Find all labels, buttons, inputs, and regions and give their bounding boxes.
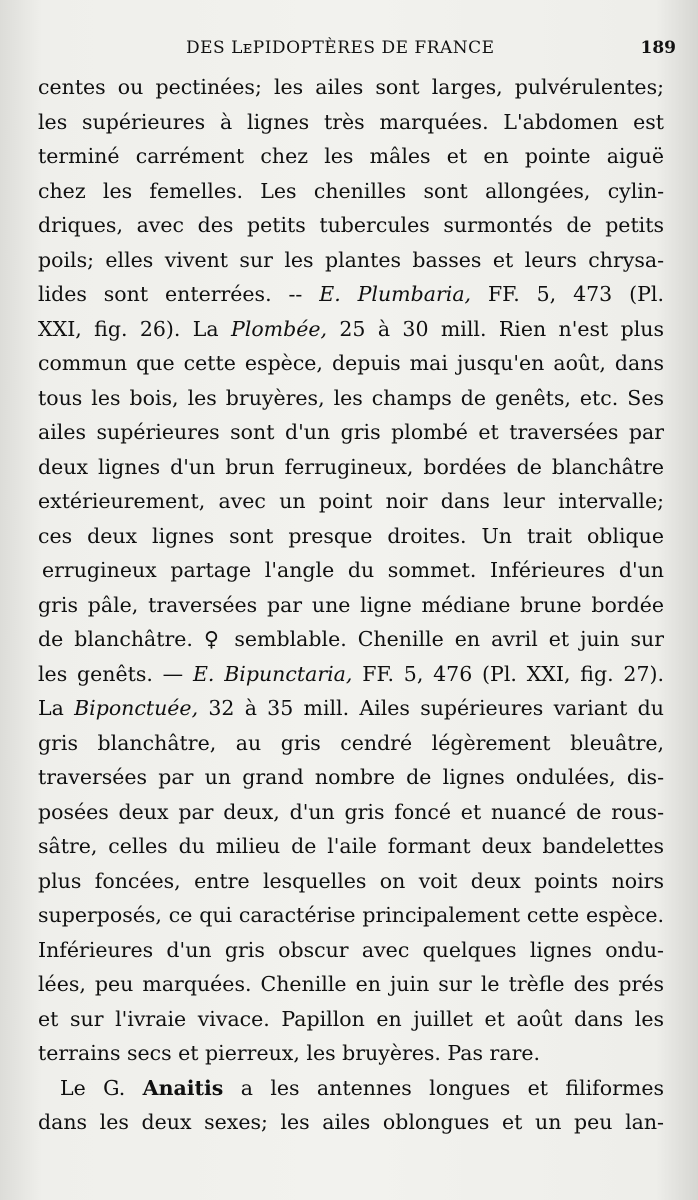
text-segment: La <box>38 696 75 720</box>
text-line: poils; elles vivent sur les plantes basses et leurs chrysa- <box>38 247 664 272</box>
common-name: Biponctuée, <box>74 696 199 720</box>
text-line <box>38 691 664 726</box>
running-title: DES LᴇPIDOPTÈRES DE FRANCE <box>186 38 495 58</box>
text-line <box>38 312 664 347</box>
text-segment: Le G. <box>60 1075 143 1100</box>
text-line <box>38 277 664 312</box>
text-line: dans les deux sexes; les ailes oblongues et un peu lan- <box>38 1110 664 1134</box>
species-name: E. Bipunctaria, <box>192 661 353 686</box>
text-line <box>38 1071 664 1106</box>
text-line: gris pâle, traversées par une ligne médiane brune bordée <box>38 592 664 617</box>
text-segment: 25 à 30 mill. Rien n'est plus <box>327 316 664 341</box>
text-line: traversées par un grand nombre de lignes ondulées, dis- <box>38 765 664 789</box>
text-line: ces deux lignes sont presque droites. Un trait oblique <box>38 523 664 548</box>
text-segment: 32 à 35 mill. Ailes supérieures variant du <box>198 696 664 720</box>
text-segment: FF. 5, 473 (Pl. <box>471 282 664 306</box>
genus-name: Anaitis <box>142 1075 224 1100</box>
body-text <box>38 70 664 1140</box>
text-segment: les genêts. — <box>38 661 193 686</box>
species-name: E. Plumbaria, <box>319 282 472 306</box>
page-header <box>0 38 698 64</box>
text-segment: a les antennes longues et filiformes <box>223 1075 664 1100</box>
text-line: Inférieures d'un gris obscur avec quelques lignes ondu- <box>38 937 664 962</box>
text-line: les supérieures à lignes très marquées. L'abdomen est <box>38 109 664 134</box>
page-number: 189 <box>640 38 676 58</box>
text-line: terminé carrément chez les mâles et en pointe aiguë <box>38 144 664 168</box>
text-line: driques, avec des petits tubercules surmontés de petits <box>38 213 664 237</box>
text-segment: lides sont enterrées. -- <box>38 282 320 306</box>
text-line: terrains secs et pierreux, les bruyères. Pas rare. <box>38 1041 541 1065</box>
text-line <box>38 657 664 692</box>
text-line: lées, peu marquées. Chenille en juin sur le trèfle des prés <box>38 972 664 996</box>
text-line: ailes supérieures sont d'un gris plombé et traversées par <box>38 420 664 444</box>
text-line: sâtre, celles du milieu de l'aile formant deux bandelettes <box>38 834 664 858</box>
text-line: gris blanchâtre, au gris cendré légèrement bleuâtre, <box>38 730 664 755</box>
text-line: de blanchâtre. ♀ semblable. Chenille en avril et juin sur <box>38 627 664 651</box>
text-segment: FF. 5, 476 (Pl. XXI, fig. 27). <box>352 661 664 686</box>
text-line: centes ou pectinées; les ailes sont larges, pulvérulentes; <box>38 75 664 99</box>
text-line: commun que cette espèce, depuis mai jusqu'en août, dans <box>38 351 664 375</box>
text-line: posées deux par deux, d'un gris foncé et nuancé de rous- <box>38 799 664 824</box>
text-line: errugineux partage l'angle du sommet. Inférieures d'un <box>42 558 664 582</box>
text-line: tous les bois, les bruyères, les champs de genêts, etc. Ses <box>38 385 664 410</box>
text-line: superposés, ce qui caractérise principalement cette espèce. <box>38 903 664 927</box>
text-segment: XXI, fig. 26). La <box>38 316 231 341</box>
text-line: deux lignes d'un brun ferrugineux, bordées de blanchâtre <box>38 454 664 479</box>
common-name: Plombée, <box>230 316 328 341</box>
text-line: extérieurement, avec un point noir dans leur intervalle; <box>38 489 664 513</box>
text-line: plus foncées, entre lesquelles on voit deux points noirs <box>38 868 664 893</box>
text-line: et sur l'ivraie vivace. Papillon en juillet et août dans les <box>38 1006 664 1031</box>
text-line: chez les femelles. Les chenilles sont allongées, cylin- <box>38 178 664 203</box>
